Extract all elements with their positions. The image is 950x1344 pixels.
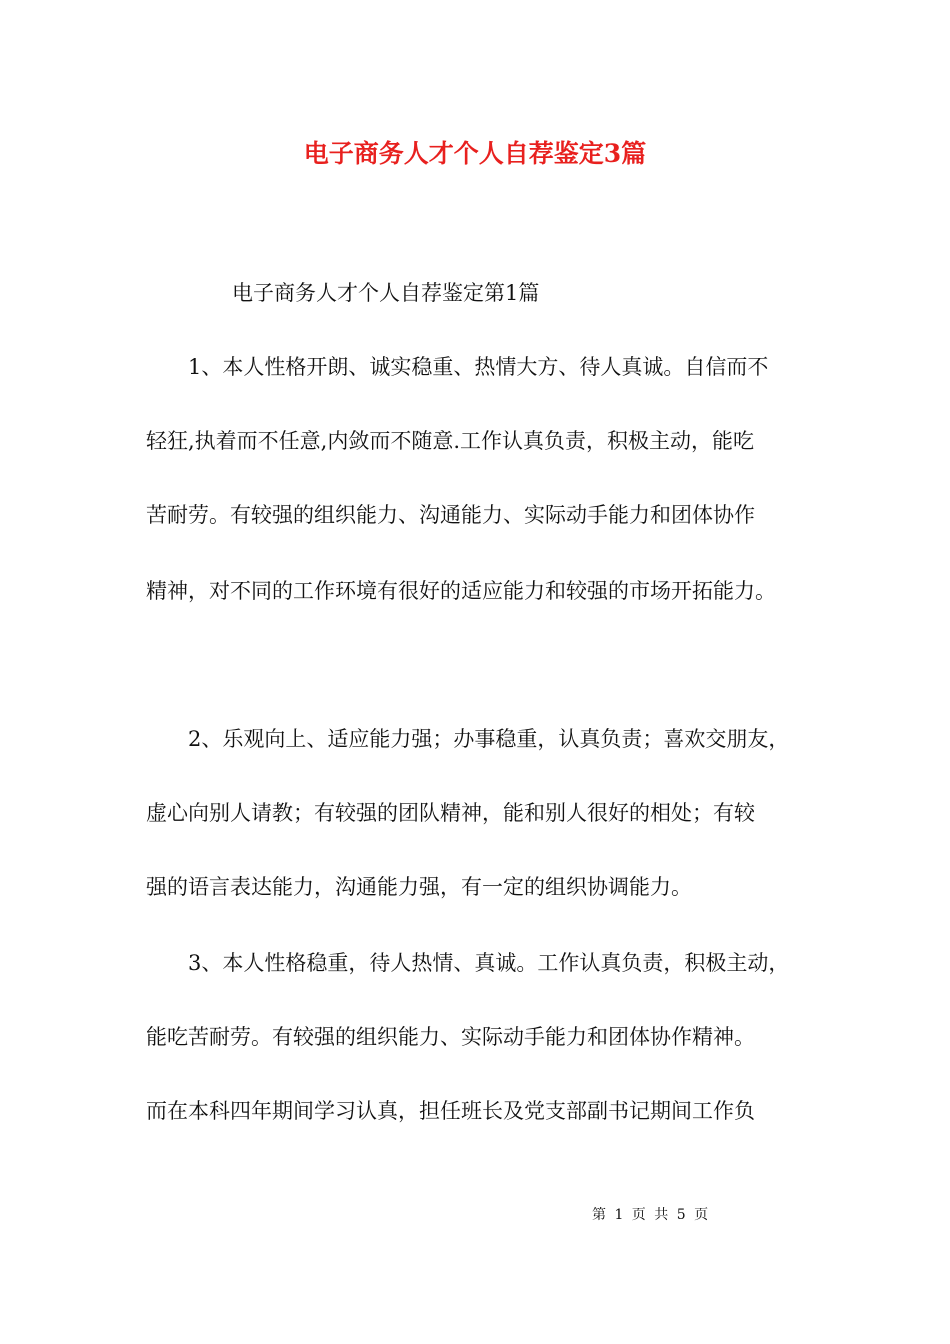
paragraph-3-line-1: 3、本人性格稳重，待人热情、真诚。工作认真负责，积极主动， xyxy=(188,951,790,975)
paragraph-1-line-3: 苦耐劳。有较强的组织能力、沟通能力、实际动手能力和团体协作 xyxy=(146,503,755,527)
paragraph-3-line-2: 能吃苦耐劳。有较强的组织能力、实际动手能力和团体协作精神。 xyxy=(146,1025,755,1049)
paragraph-1-line-2: 轻狂,执着而不任意,内敛而不随意.工作认真负责，积极主动，能吃 xyxy=(146,429,755,453)
paragraph-1-line-1: 1、本人性格开朗、诚实稳重、热情大方、待人真诚。自信而不 xyxy=(188,355,769,379)
paragraph-2-line-2: 虚心向别人请教；有较强的团队精神，能和别人很好的相处；有较 xyxy=(146,801,755,825)
page-title: 电子商务人才个人自荐鉴定3篇 xyxy=(303,139,647,168)
section-subtitle: 电子商务人才个人自荐鉴定第1篇 xyxy=(232,281,540,305)
paragraph-2-line-3: 强的语言表达能力，沟通能力强，有一定的组织协调能力。 xyxy=(146,875,692,899)
paragraph-1-line-4: 精神，对不同的工作环境有很好的适应能力和较强的市场开拓能力。 xyxy=(146,579,776,603)
page-footer: 第 1 页 共 5 页 xyxy=(592,1207,709,1223)
paragraph-3-line-3: 而在本科四年期间学习认真，担任班长及党支部副书记期间工作负 xyxy=(146,1099,755,1123)
paragraph-2-line-1: 2、乐观向上、适应能力强；办事稳重，认真负责；喜欢交朋友， xyxy=(188,727,790,751)
